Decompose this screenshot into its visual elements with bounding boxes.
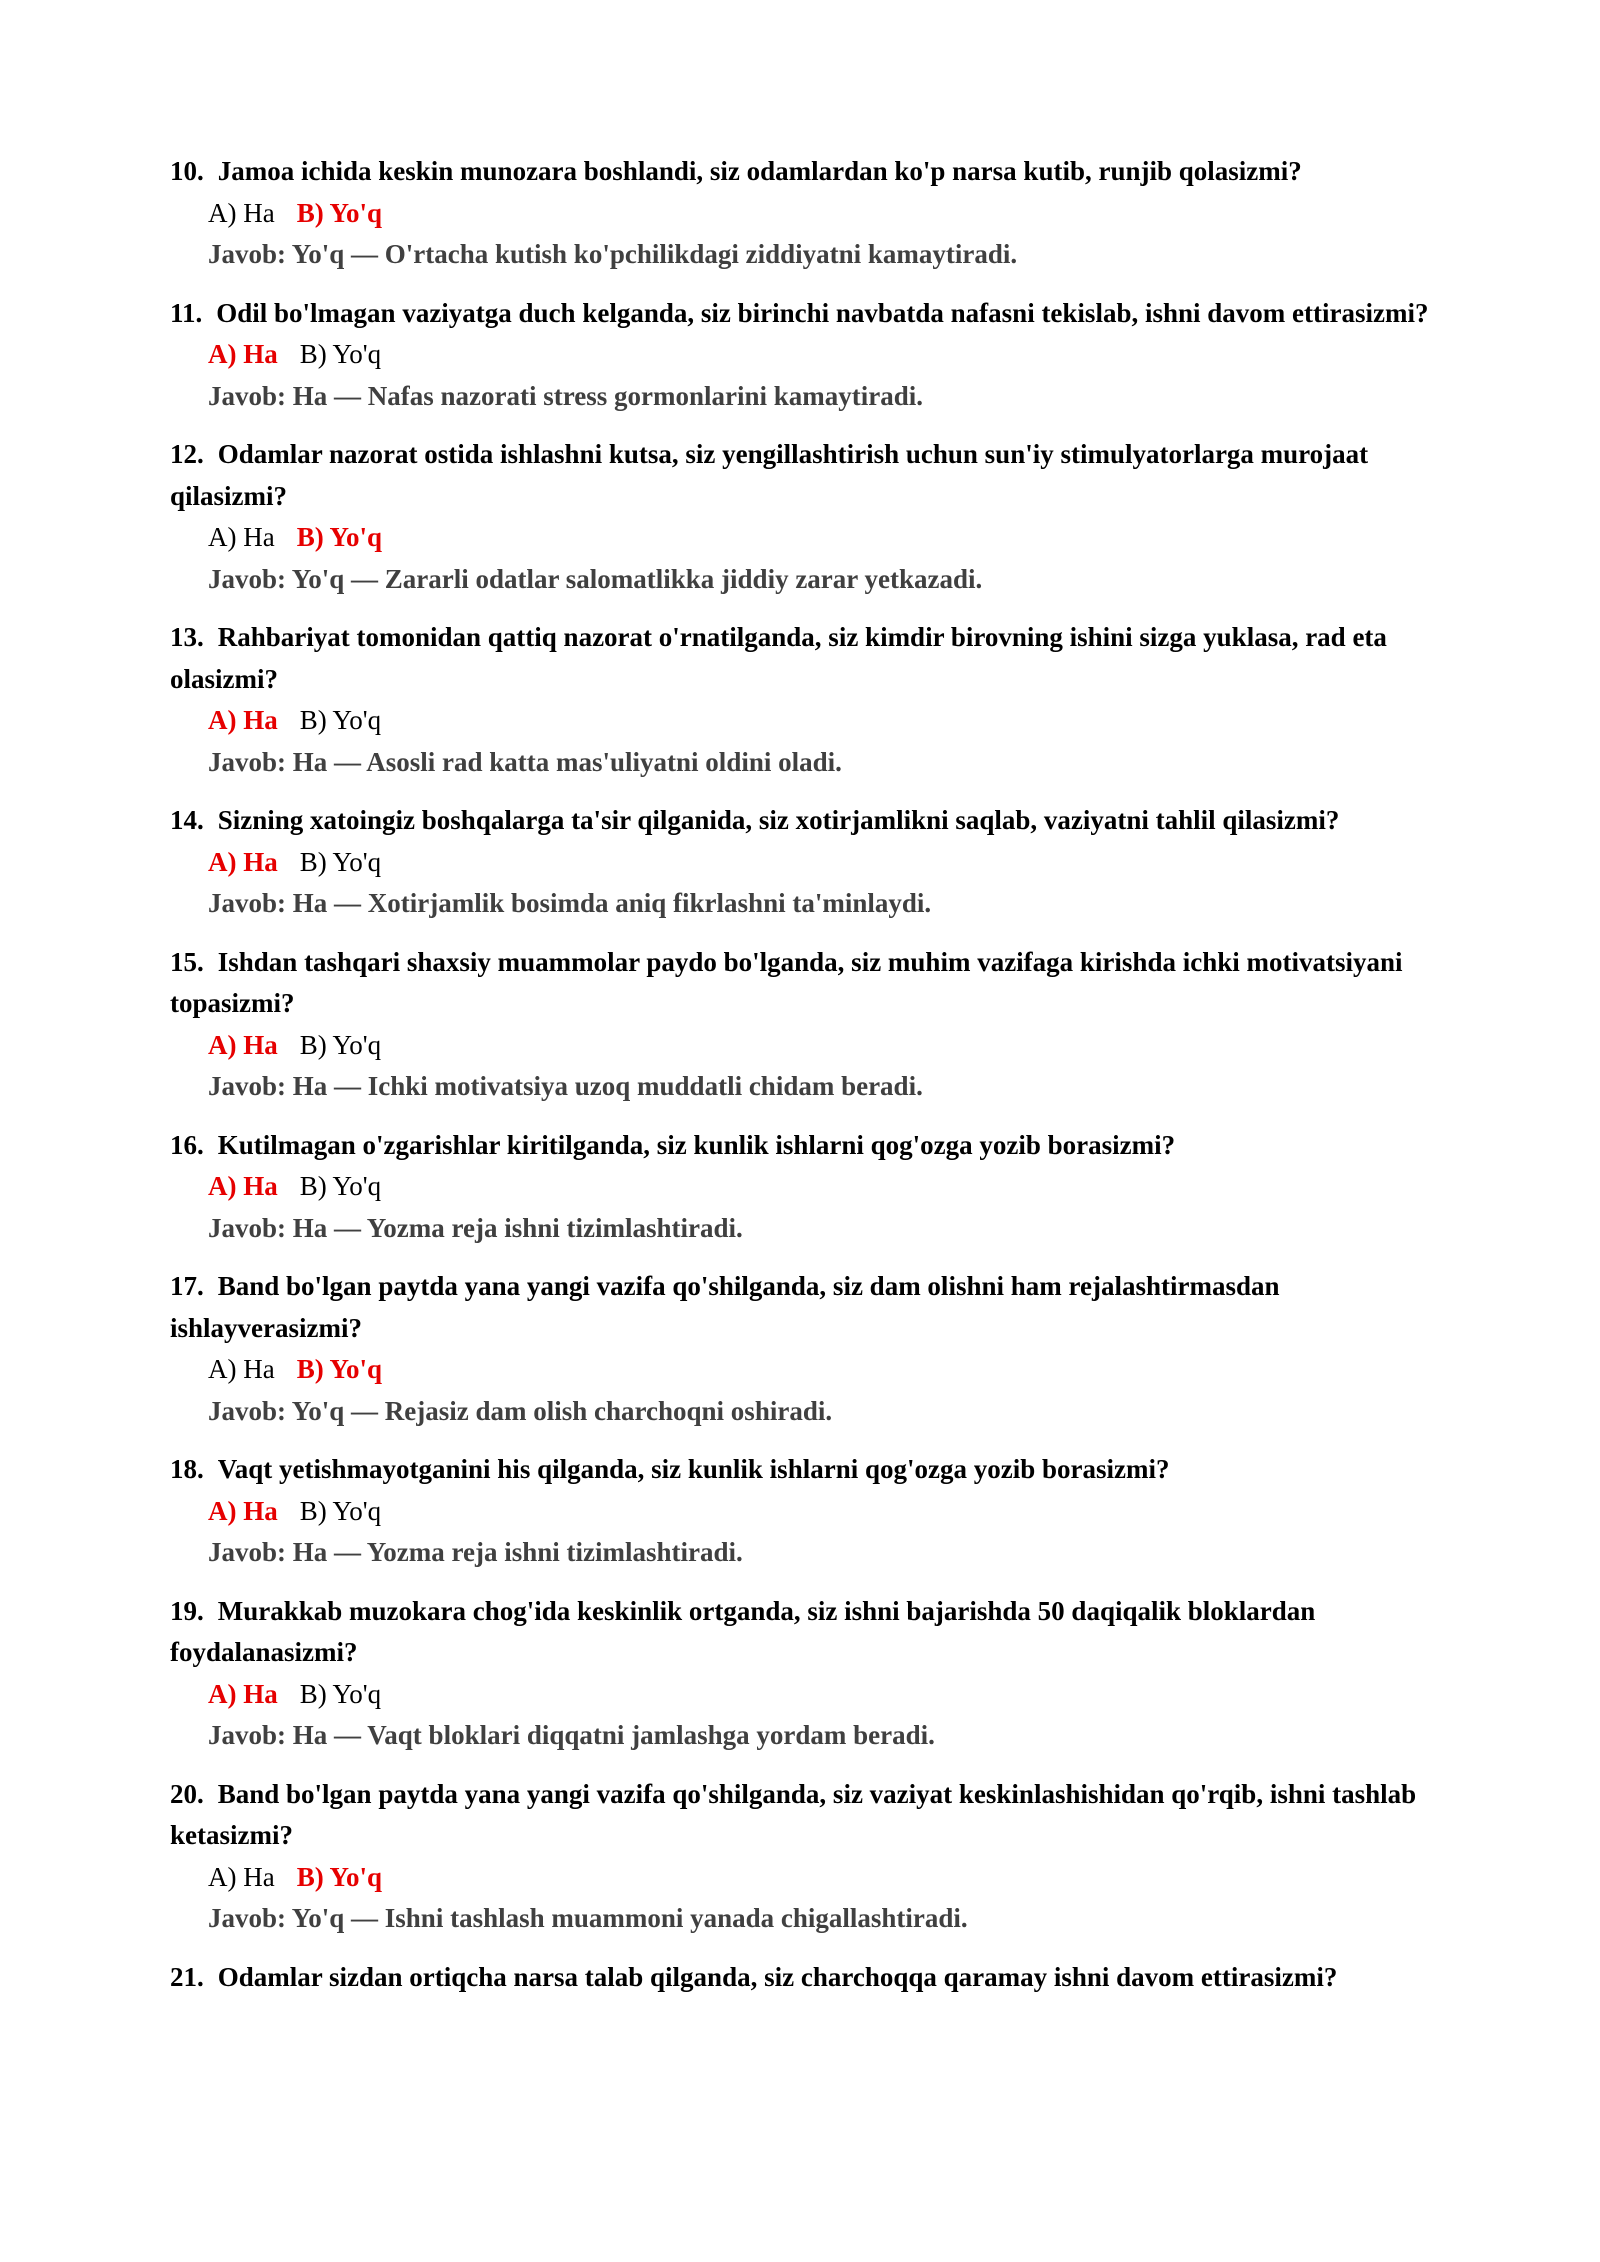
question-block bbox=[170, 1266, 1440, 1432]
question-block bbox=[170, 800, 1440, 925]
option-b: B) Yo'q bbox=[296, 1354, 383, 1384]
question-number: 16. bbox=[170, 1129, 204, 1160]
question-body: Ishdan tashqari shaxsiy muammolar paydo bo'lganda, siz muhim vazifaga kirishda ichki motivatsiyani topasizmi? bbox=[170, 946, 1403, 1018]
answer-explanation: Javob: Ha — Yozma reja ishni tizimlashtiradi. bbox=[208, 1537, 743, 1567]
question-number: 18. bbox=[170, 1454, 204, 1484]
question-block bbox=[170, 293, 1440, 418]
answer-explanation: Javob: Ha — Asosli rad katta mas'uliyatni oldini oladi. bbox=[208, 746, 842, 777]
question-body: Rahbariyat tomonidan qattiq nazorat o'rnatilganda, siz kimdir birovning ishini sizga yuklasa, rad eta olasizmi? bbox=[170, 622, 1387, 694]
question-block bbox=[170, 942, 1440, 1108]
option-a: A) Ha bbox=[208, 1171, 278, 1201]
answer-explanation: Javob: Ha — Ichki motivatsiya uzoq muddatli chidam beradi. bbox=[208, 1071, 923, 1101]
question-number: 10. bbox=[170, 156, 204, 186]
question-list bbox=[170, 151, 1440, 1998]
question-number: 17. bbox=[170, 1271, 204, 1301]
question-number: 12. bbox=[170, 439, 204, 469]
question-text bbox=[170, 1591, 1440, 1674]
option-a: A) Ha bbox=[208, 339, 278, 369]
question-block bbox=[170, 151, 1440, 276]
option-a: A) Ha bbox=[208, 197, 275, 228]
answer-options bbox=[170, 700, 1440, 742]
answer-options bbox=[170, 193, 1440, 235]
option-a: A) Ha bbox=[208, 522, 275, 552]
question-body: Odamlar sizdan ortiqcha narsa talab qilganda, siz charchoqqa qaramay ishni davom ettirasizmi? bbox=[217, 1961, 1338, 1992]
question-text bbox=[170, 434, 1440, 517]
question-block bbox=[170, 1957, 1440, 1999]
question-block bbox=[170, 1774, 1440, 1940]
question-number: 20. bbox=[170, 1778, 204, 1809]
question-block bbox=[170, 1449, 1440, 1574]
question-body: Band bo'lgan paytda yana yangi vazifa qo'shilganda, siz vaziyat keskinlashishidan qo'rqib, ishni tashlab ketasizmi? bbox=[170, 1778, 1417, 1850]
option-b: B) Yo'q bbox=[299, 1171, 382, 1201]
answer-options bbox=[170, 1491, 1440, 1533]
question-number: 21. bbox=[170, 1961, 204, 1992]
question-body: Odil bo'lmagan vaziyatga duch kelganda, siz birinchi navbatda nafasni tekislab, ishni davom ettirasizmi? bbox=[216, 297, 1429, 328]
question-text bbox=[170, 293, 1440, 335]
answer-explanation: Javob: Ha — Nafas nazorati stress gormonlarini kamaytiradi. bbox=[208, 380, 923, 411]
question-body: Band bo'lgan paytda yana yangi vazifa qo'shilganda, siz dam olishni ham rejalashtirmasdan ishlayverasizmi? bbox=[170, 1271, 1280, 1343]
answer-explanation: Javob: Yo'q — Zararli odatlar salomatlikka jiddiy zarar yetkazadi. bbox=[208, 563, 983, 594]
option-b: B) Yo'q bbox=[299, 1029, 382, 1060]
answer-options bbox=[170, 1025, 1440, 1067]
option-b: B) Yo'q bbox=[299, 846, 382, 877]
question-number: 15. bbox=[170, 946, 204, 977]
option-b: B) Yo'q bbox=[296, 522, 383, 552]
option-a: A) Ha bbox=[208, 1029, 278, 1060]
question-block bbox=[170, 1125, 1440, 1250]
question-text bbox=[170, 1125, 1440, 1167]
option-a: A) Ha bbox=[208, 1678, 278, 1709]
question-text bbox=[170, 800, 1440, 842]
question-number: 14. bbox=[170, 805, 204, 835]
option-b: B) Yo'q bbox=[296, 1861, 383, 1892]
question-body: Vaqt yetishmayotganini his qilganda, siz kunlik ishlarni qog'ozga yozib borasizmi? bbox=[217, 1454, 1170, 1484]
answer-options bbox=[170, 1857, 1440, 1899]
question-text bbox=[170, 1957, 1440, 1999]
option-b: B) Yo'q bbox=[299, 339, 382, 369]
question-body: Sizning xatoingiz boshqalarga ta'sir qilganida, siz xotirjamlikni saqlab, vaziyatni tahlil qilasizmi? bbox=[217, 805, 1340, 835]
option-a: A) Ha bbox=[208, 1354, 275, 1384]
answer-options bbox=[170, 517, 1440, 559]
question-number: 13. bbox=[170, 622, 204, 652]
option-a: A) Ha bbox=[208, 846, 278, 877]
question-block bbox=[170, 434, 1440, 600]
answer-explanation: Javob: Ha — Vaqt bloklari diqqatni jamlashga yordam beradi. bbox=[208, 1720, 935, 1750]
question-block bbox=[170, 1591, 1440, 1757]
question-text bbox=[170, 1774, 1440, 1857]
answer-options bbox=[170, 334, 1440, 376]
answer-options bbox=[170, 842, 1440, 884]
question-body: Odamlar nazorat ostida ishlashni kutsa, siz yengillashtirish uchun sun'iy stimulyatorlarga murojaat qilasizmi? bbox=[170, 439, 1369, 511]
answer-explanation: Javob: Yo'q — Rejasiz dam olish charchoqni oshiradi. bbox=[208, 1395, 833, 1426]
answer-options bbox=[170, 1674, 1440, 1716]
answer-explanation: Javob: Ha — Yozma reja ishni tizimlashtiradi. bbox=[208, 1212, 743, 1243]
question-body: Kutilmagan o'zgarishlar kiritilganda, siz kunlik ishlarni qog'ozga yozib borasizmi? bbox=[217, 1129, 1176, 1160]
answer-options bbox=[170, 1166, 1440, 1208]
question-text bbox=[170, 1266, 1440, 1349]
option-b: B) Yo'q bbox=[299, 705, 382, 735]
question-number: 19. bbox=[170, 1595, 204, 1626]
question-block bbox=[170, 617, 1440, 783]
answer-explanation: Javob: Ha — Xotirjamlik bosimda aniq fikrlashni ta'minlaydi. bbox=[208, 888, 932, 918]
answer-explanation: Javob: Yo'q — O'rtacha kutish ko'pchilikdagi ziddiyatni kamaytiradi. bbox=[208, 239, 1018, 269]
question-body: Murakkab muzokara chog'ida keskinlik ortganda, siz ishni bajarishda 50 daqiqalik bloklardan foydalanasizmi? bbox=[170, 1595, 1316, 1667]
question-body: Jamoa ichida keskin munozara boshlandi, siz odamlardan ko'p narsa kutib, runjib qolasizmi? bbox=[217, 156, 1302, 186]
option-a: A) Ha bbox=[208, 705, 278, 735]
question-text bbox=[170, 942, 1440, 1025]
option-b: B) Yo'q bbox=[299, 1678, 382, 1709]
answer-explanation: Javob: Yo'q — Ishni tashlash muammoni yanada chigallashtiradi. bbox=[208, 1903, 968, 1933]
question-text bbox=[170, 1449, 1440, 1491]
option-b: B) Yo'q bbox=[299, 1495, 382, 1526]
question-text bbox=[170, 151, 1440, 193]
option-a: A) Ha bbox=[208, 1861, 275, 1892]
option-b: B) Yo'q bbox=[296, 197, 383, 228]
question-number: 11. bbox=[170, 297, 203, 328]
answer-options bbox=[170, 1349, 1440, 1391]
question-text bbox=[170, 617, 1440, 700]
option-a: A) Ha bbox=[208, 1495, 278, 1526]
